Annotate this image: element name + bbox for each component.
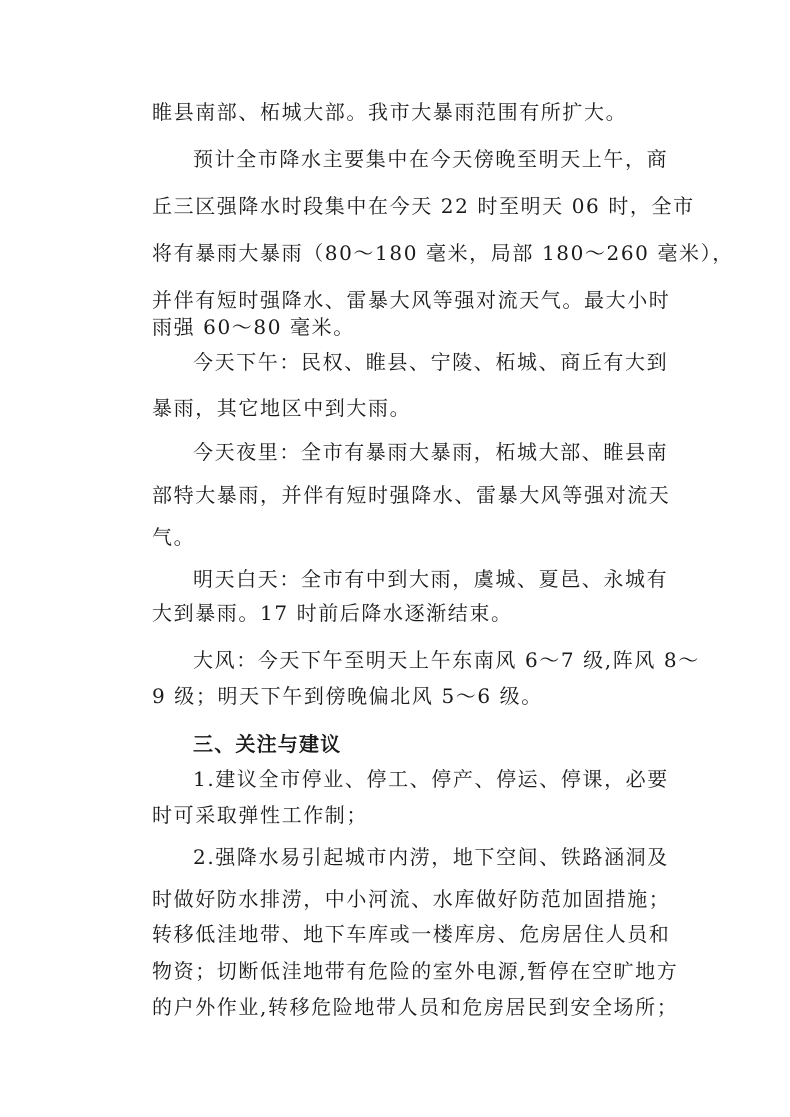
paragraph-first-line: 今天下午：民权、睢县、宁陵、柘城、商丘有大到 [193,350,669,374]
text-line: 睢县南部、柘城大部。我市大暴雨范围有所扩大。 [152,100,628,124]
text-line: 暴雨，其它地区中到大雨。 [152,396,412,420]
paragraph-first-line: 明天白天：全市有中到大雨，虞城、夏邑、永城有 [193,567,669,591]
text-line: 转移低洼地带、地下车库或一楼库房、危房居住人员和 [152,922,671,946]
text-line: 将有暴雨大暴雨（80～180 毫米，局部 180～260 毫米）， [152,241,734,265]
paragraph-first-line: 预计全市降水主要集中在今天傍晚至明天上午，商 [193,147,669,171]
section-heading: 三、关注与建议 [193,732,342,756]
text-line: 9 级；明天下午到傍晚偏北风 5～6 级。 [152,684,543,708]
text-line: 部特大暴雨，并伴有短时强降水、雷暴大风等强对流天 [152,483,671,507]
text-line: 雨强 60～80 毫米。 [152,315,355,339]
paragraph-first-line: 1.建议全市停业、停工、停产、停运、停课，必要 [193,767,669,791]
text-line: 气。 [152,525,196,549]
paragraph-first-line: 大风：今天下午至明天上午东南风 6～7 级,阵风 8～ [193,648,700,672]
text-line: 时可采取弹性工作制； [152,803,368,827]
paragraph-first-line: 今天夜里：全市有暴雨大暴雨，柘城大部、睢县南 [193,440,669,464]
paragraph-first-line: 2.强降水易引起城市内涝，地下空间、铁路涵洞及 [193,845,669,869]
text-line: 并伴有短时强降水、雷暴大风等强对流天气。最大小时 [152,288,671,312]
text-line: 物资；切断低洼地带有危险的室外电源,暂停在空旷地方 [152,959,679,983]
text-line: 的户外作业,转移危险地带人员和危房居民到安全场所； [152,995,679,1019]
text-line: 大到暴雨。17 时前后降水逐渐结束。 [152,601,513,625]
text-line: 丘三区强降水时段集中在今天 22 时至明天 06 时，全市 [152,194,695,218]
text-line: 时做好防水排涝，中小河流、水库做好防范加固措施； [152,887,671,911]
